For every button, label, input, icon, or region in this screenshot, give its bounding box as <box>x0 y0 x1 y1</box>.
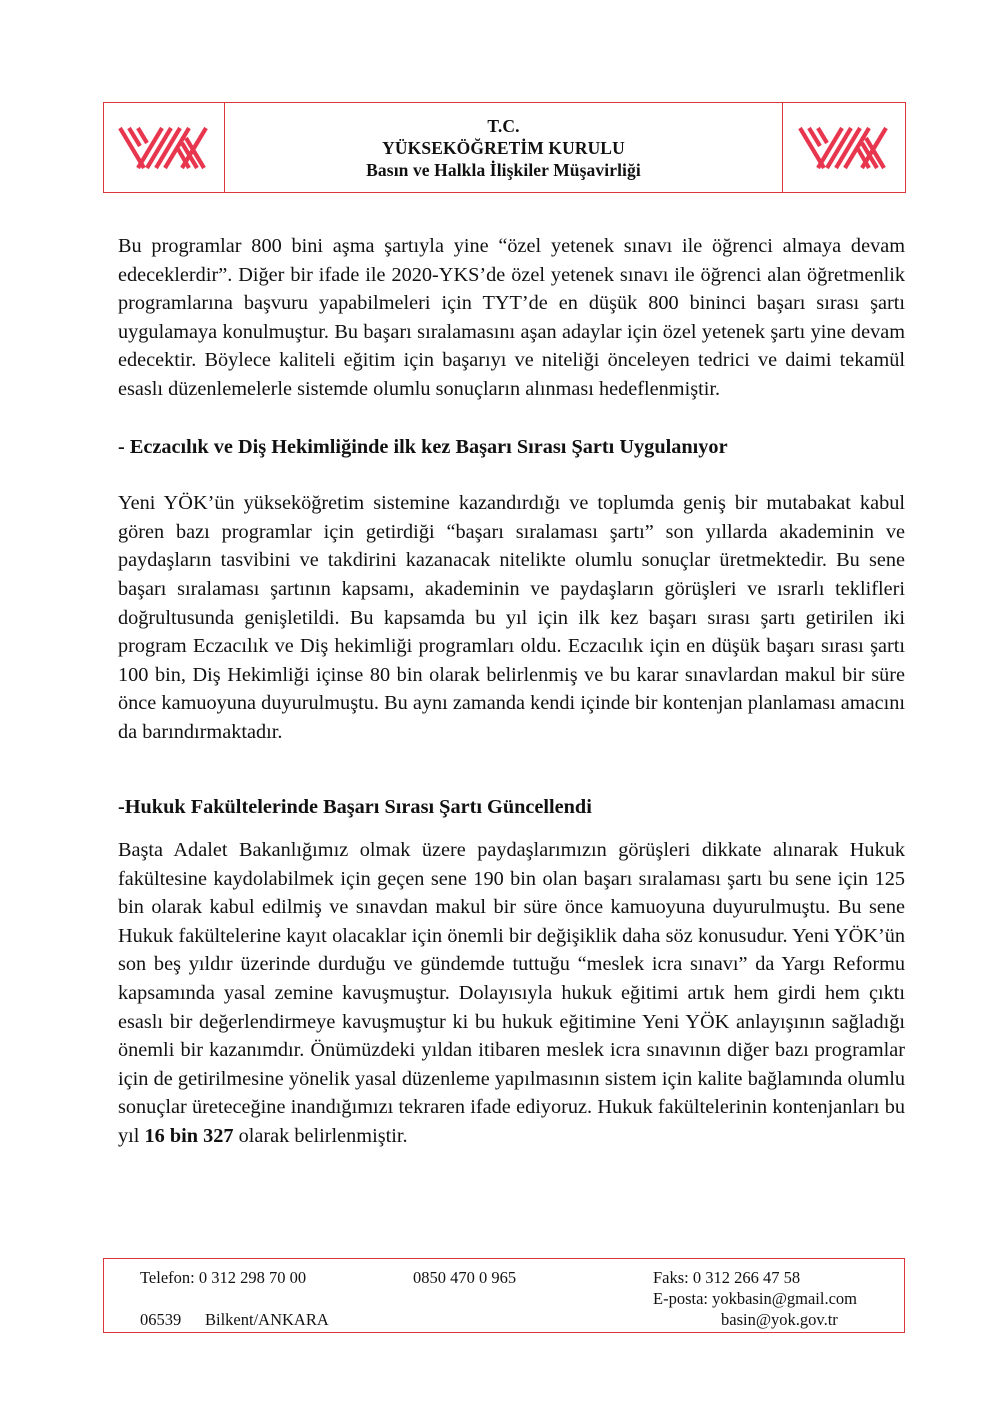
letterhead-title <box>225 103 782 192</box>
footer-city: Bilkent/ANKARA <box>205 1310 329 1329</box>
section-heading-hukuk: -Hukuk Fakültelerinde Başarı Sırası Şartı Güncellendi <box>118 795 592 818</box>
footer-postal-code: 06539 <box>140 1310 182 1329</box>
section-heading-eczacilik: - Eczacılık ve Diş Hekimliğinde ilk kez Başarı Sırası Şartı Uygulanıyor <box>118 435 728 458</box>
paragraph-hukuk-text: Başta Adalet Bakanlığımız olmak üzere paydaşlarımızın görüşleri dikkate alınarak Hukuk fakültesine kaydolabilmek için geçen sene 190 bin olan başarı sıralaması şartı bu sene için 125 bin olarak kabul edilmiş ve sınavdan makul bir süre önce kamuoyuna duyurulmuştu. Bu sene Hukuk fakültelerine kayıt olacaklar için önemli bir değişiklik daha söz konusudur. Yeni YÖK’ün son beş yıldır üzerinde durduğu ve gündemde tuttuğu “meslek icra sınavı” da Yargı Reformu kapsamında yasal zemine kavuşmuştur. Dolayısıyla hukuk eğitimi artık hem girdi hem çıktı esaslı bir değerlendirmeye kavuşmuştur ki bu hukuk eğitimine Yeni YÖK anlayışının sağladığı önemli bir kazanımdır. Önümüzdeki yıldan itibaren meslek icra sınavının diğer bazı programlar için de getirilmesine yönelik yasal düzenleme yapılmasının sistem için kalite bağlamında olumlu sonuçlar üreteceğine inandığımızı tekraren ifade ediyoruz. Hukuk fakültelerinin kontenjanları bu yıl <box>118 839 905 1148</box>
contact-footer <box>103 1258 905 1333</box>
header-line-institution: YÜKSEKÖĞRETİM KURULU <box>382 137 625 158</box>
footer-fax: Faks: 0 312 266 47 58 <box>653 1268 801 1287</box>
paragraph-hukuk-end: olarak belirlenmiştir. <box>233 1125 408 1148</box>
footer-email-1: E-posta: yokbasin@gmail.com <box>653 1289 857 1308</box>
paragraph-hukuk <box>118 836 905 1151</box>
header-line-tc: T.C. <box>487 115 520 136</box>
header-line-department: Basın ve Halkla İlişkiler Müşavirliği <box>366 159 641 180</box>
paragraph-eczacilik: Yeni YÖK’ün yükseköğretim sistemine kazandırdığı ve toplumda geniş bir mutabakat kabul gören bazı programlar için getirdiği “başarı sıralaması şartı” son yıllarda akademinin ve paydaşların tasvibini ve takdirini kazanacak nitelikte olumlu sonuçlar üretmektedir. Bu sene başarı sıralaması şartının kapsamı, akademinin ve paydaşların görüşleri ve ısrarlı teklifleri doğrultusunda genişletildi. Bu kapsamda bu yıl için ilk kez başarı sırası şartı getirilen iki program Eczacılık ve Diş hekimliği programları oldu. Eczacılık için en düşük başarı sırası şartı 100 bin, Diş Hekimliği içinse 80 bin olarak belirlenmiş ve bu karar sınavlardan makul bir süre önce kamuoyuna duyurulmuştu. Bu aynı zamanda kendi içinde bir kontenjan planlaması amacını da barındırmaktadır. <box>118 492 905 743</box>
paragraph-intro: Bu programlar 800 bini aşma şartıyla yine “özel yetenek sınavı ile öğrenci almaya devam edeceklerdir”. Diğer bir ifade ile 2020-YKS’de özel yetenek sınavı ile öğrenci alan öğretmenlik programlarına başvuru yapabilmeleri için TYT’de en düşük 800 bininci başarı sırası şartı uygulamaya konulmuştur. Bu başarı sıralamasını aşan adaylar için özel yetenek şartı yine devam edecektir. Böylece kaliteli eğitim için başarıyı ve niteliği önceleyen tedrici ve daimi tekamül esaslı düzenlemelerle sistemde olumlu sonuçların alınması hedeflenmiştir. <box>118 235 905 400</box>
footer-phone: Telefon: 0 312 298 70 00 <box>140 1268 307 1287</box>
document-body <box>118 232 905 1151</box>
footer-phone-2: 0850 470 0 965 <box>413 1268 517 1287</box>
letterhead <box>103 102 906 193</box>
yok-logo-icon <box>798 122 890 174</box>
yok-logo-icon <box>118 122 210 174</box>
logo-cell-right <box>782 103 905 192</box>
quota-value: 16 bin 327 <box>144 1125 234 1148</box>
logo-cell-left <box>104 103 225 192</box>
footer-email-2: basin@yok.gov.tr <box>721 1310 838 1329</box>
